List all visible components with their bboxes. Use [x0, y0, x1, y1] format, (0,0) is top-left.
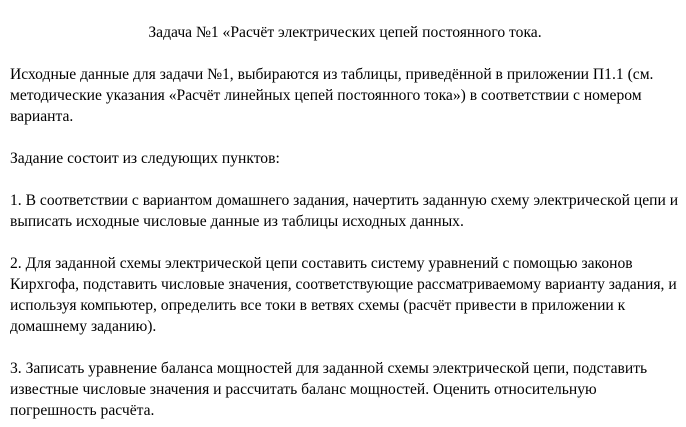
task-item-3: 3. Записать уравнение баланса мощностей для заданной схемы электрической цепи, подставить известные числовые значения и рассчитать баланс мощностей. Оценить относительную погрешность расчёта. [10, 360, 648, 419]
intro-paragraph: Исходные данные для задачи №1, выбираются из таблицы, приведённой в приложении П1.1 (см. методические указания «Расчёт линейных цепей постоянного тока») в соответствии с номером варианта. [10, 66, 654, 125]
task-item-1: 1. В соответствии с вариантом домашнего задания, начертить заданную схему электрической цепи и выписать исходные числовые данные из таблицы исходных данных. [10, 192, 679, 230]
document-title: Задача №1 «Расчёт электрических цепей постоянного тока. [148, 24, 542, 41]
task-item-2: 2. Для заданной схемы электрической цепи составить систему уравнений с помощью законов Кирхгофа, подставить числовые значения, соответствующие рассматриваемому варианту задания, и используя компьютер, определить все токи в ветвях схемы (расчёт привести в приложении к домашнему заданию). [10, 255, 677, 335]
task-header: Задание состоит из следующих пунктов: [10, 150, 280, 167]
document-body [10, 22, 680, 421]
